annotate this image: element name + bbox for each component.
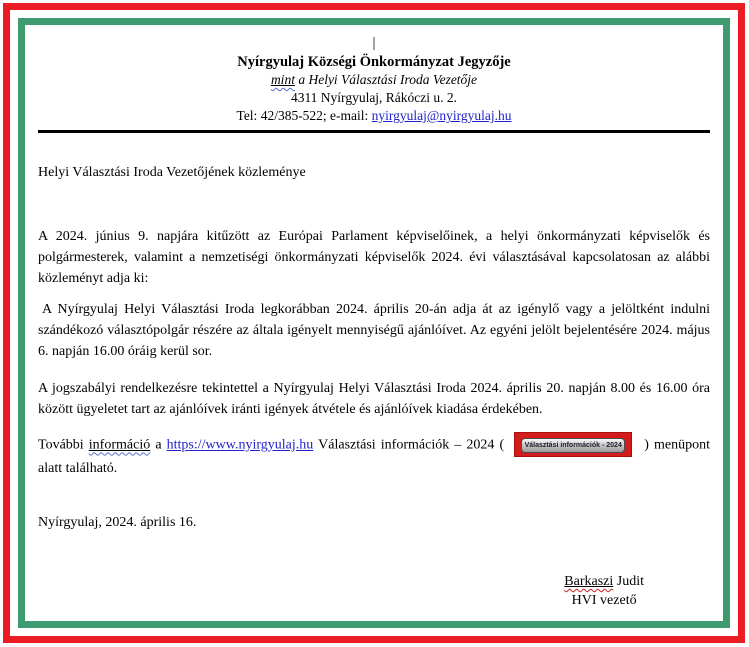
paragraph-more-info [38, 433, 710, 479]
p4-text-3: Választási információk – 2024 ( [313, 437, 505, 453]
paragraph-election-intro: A 2024. június 9. napjára kitűzött az Európai Parlament képviselőinek, a helyi önkormányzati képviselők és polgármesterek, valamint a nemzetiségi önkormányzati képviselők 2024. évi választásával kapcsolatosan az alábbi közleményt adja ki: [38, 229, 710, 286]
letterhead [38, 53, 710, 125]
signatory-firstname: Judit [613, 574, 644, 589]
p4-text-2: a [150, 437, 167, 453]
announcement-heading: Helyi Választási Iroda Vezetőjének közleménye [38, 165, 306, 180]
inner-green-border [18, 18, 730, 628]
signatory-role: HVI vezető [571, 593, 637, 608]
letterhead-title: Nyírgyulaj Községi Önkormányzat Jegyzője [237, 54, 511, 70]
letterhead-address: 4311 Nyírgyulaj, Rákóczi u. 2. [290, 90, 458, 105]
p4-text-5: menüpont alatt található. [38, 437, 710, 476]
signature-block [564, 572, 644, 610]
email-link[interactable]: nyirgyulaj@nyirgyulaj.hu [371, 108, 512, 123]
header-divider [38, 130, 710, 133]
paragraph-office-hours: A jogszabályi rendelkezésre tekintettel a Nyírgyulaj Helyi Választási Iroda 2024. április 20. napján 8.00 és 16.00 óra között ügyeletet tart az ajánlóívek iránti igények átvétele és ajánlóívek kiadása érdekében. [38, 381, 710, 417]
election-info-badge[interactable] [514, 432, 632, 457]
paragraph-ballot-sheets: A Nyírgyulaj Helyi Választási Iroda legkorábban 2024. április 20-án adja át az igénylő vagy a jelöltként indulni szándékozó választópolgár részére az általa igényelt mennyiségű ajánlóívet. Az egyéni jelölt bejelentésére 2024. május 6. napján 16.00 óráig kerül sor. [38, 302, 710, 359]
letterhead-subtitle [38, 71, 710, 89]
p4-text-1: További [38, 437, 89, 453]
website-link[interactable]: https://www.nyirgyulaj.hu [166, 437, 314, 453]
signatory-name [564, 572, 644, 591]
election-info-button[interactable]: Választási információk - 2024 [521, 438, 625, 453]
p4-info-underlined: információ [88, 437, 151, 453]
subtitle-rest: a Helyi Választási Iroda Vezetője [294, 72, 478, 87]
contact-prefix: Tel: 42/385-522; e-mail: [236, 108, 372, 123]
date-line: Nyírgyulaj, 2024. április 16. [38, 515, 197, 530]
p4-text-4: ) [644, 437, 649, 453]
letterhead-contact [38, 107, 710, 125]
subtitle-underlined-word: mint [270, 72, 295, 87]
document-page [3, 3, 745, 643]
signatory-surname: Barkaszi [564, 574, 614, 589]
text-cursor: | [372, 35, 376, 51]
document-content [25, 25, 723, 610]
